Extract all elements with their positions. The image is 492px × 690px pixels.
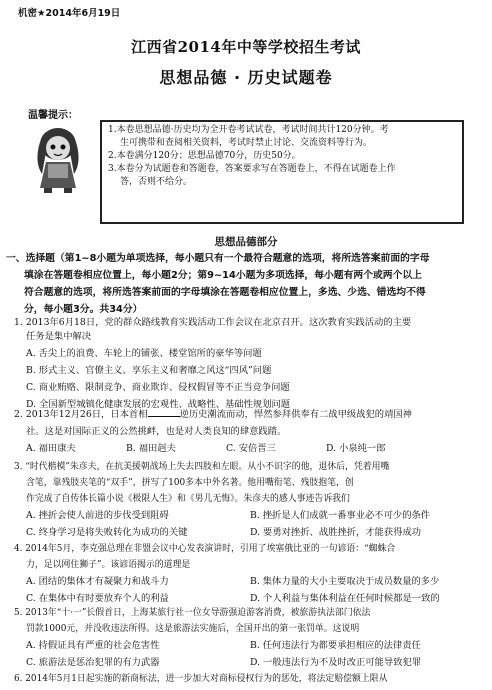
instruction-line: 分，每小题3分。共34分）: [24, 304, 143, 315]
question-3: [14, 460, 484, 540]
option-a[interactable]: A. 舌尖上的浪费、车轮上的铺张、楼堂馆所的豪华等问题: [26, 348, 262, 359]
options-row: [14, 656, 484, 670]
question-2: [14, 406, 486, 456]
option-b[interactable]: B. 集体力量的大小主要取决于成员数量的多少: [250, 576, 440, 587]
option-b[interactable]: B. 形式主义、官僚主义、享乐主义和奢靡之风这“四风”问题: [26, 365, 272, 376]
question-5: [14, 606, 484, 670]
option-d[interactable]: D. 全国新型城镇化健康发展的宏观性、战略性、基础性规划问题: [26, 399, 291, 410]
question-6: [14, 672, 388, 686]
notice-line: 1.本卷思想品德·历史均为全开卷考试试卷，考试时间共计120分钟。考: [108, 125, 389, 135]
question-stem: 3. “时代楷模”朱彦夫，在抗美援朝战场上失去四肢和左眼。从小不识字的他，退休后，凭着用嘴: [14, 462, 390, 472]
options-row: [14, 592, 484, 606]
exam-title: 江西省2014年中等学校招生考试: [131, 38, 361, 56]
part1-instructions: [6, 250, 476, 318]
option-a[interactable]: A. 福田康夫: [26, 443, 76, 454]
instruction-line: 一、选择题（第1~8小题为单项选择，每小题只有一个最符合题意的选项，将所选答案前面的字母: [6, 253, 430, 264]
option-c[interactable]: C. 旅游法是惩治犯罪的有力武器: [26, 657, 160, 668]
fill-blank: [148, 406, 180, 417]
options-row: [14, 526, 484, 540]
instruction-line: 填涂在答题卷相应位置上，每小题2分；第9~14小题为多项选择，每小题有两个或两个以上: [24, 270, 422, 281]
option-c[interactable]: C. 在集体中有时要放弃个人的利益: [26, 593, 169, 604]
question-stem: 作完成了自传体长篇小说《极限人生》和《男儿无悔》。朱彦夫的感人事迹告诉我们: [26, 494, 350, 504]
options-row: [14, 575, 484, 589]
notice-line: 答，否则不给分。: [120, 177, 193, 187]
section-title: 思想品德部分: [214, 236, 278, 248]
exam-notice-box: [100, 120, 464, 224]
question-4: [14, 542, 484, 606]
options-row: [14, 442, 486, 456]
option-d[interactable]: D. 个人利益与集体利益在任何时候都是一致的: [250, 593, 440, 604]
option-c[interactable]: C. 商业贿赂、限制竞争、商业欺诈、侵权假冒等不正当竞争问题: [26, 382, 290, 393]
question-stem: 4. 2014年5月，李克强总理在非盟会议中心发表演讲时，引用了埃塞俄比亚的一句谚语：“蜘蛛合: [14, 544, 396, 554]
option-b[interactable]: B. 挫折是人们成就一番事业必不可少的条件: [250, 510, 431, 521]
option-d[interactable]: D. 要勇对挫折、战胜挫折，才能获得成功: [250, 527, 422, 538]
notice-line: 2.本卷满分120分；思想品德70分，历史50分。: [108, 151, 301, 161]
options-row: [14, 639, 484, 653]
question-stem: 6. 2014年5月1日起实施的新商标法，进一步加大对商标侵权行为的惩处，将法定赔偿额上限从: [14, 674, 388, 684]
paper-subtitle: 思想品德 · 历史试题卷: [159, 68, 333, 87]
question-stem: 力，足以网住狮子”。该谚语揭示的道理是: [26, 560, 191, 570]
option-a[interactable]: A. 挫折会使人前进的步伐受到阻碍: [26, 510, 169, 521]
option-c[interactable]: C. 安倍晋三: [226, 443, 276, 454]
question-1: [14, 316, 411, 412]
option-d[interactable]: D. 一般违法行为不及时改正可能导致犯罪: [250, 657, 422, 668]
tips-label: 温馨提示：: [28, 110, 78, 121]
options-row: [14, 509, 484, 523]
option-a[interactable]: A. 团结的集体才有凝聚力和战斗力: [26, 576, 169, 587]
question-stem: 1. 2013年6月18日，党的群众路线教育实践活动工作会议在北京召开。这次教育实践活动的主要: [14, 317, 412, 328]
instruction-line: 符合题意的选项，将所选答案前面的字母填涂在答题卷相应位置上，多选、少选、错选均不得: [24, 287, 426, 298]
question-stem: 社。这是对国际正义的公然挑衅，也是对人类良知的肆意践踏。: [26, 426, 287, 437]
option-a[interactable]: A. 持假证具有严重的社会危害性: [26, 640, 160, 651]
question-stem: 2. 2013年12月26日，日本首相 逆历史潮流而动，悍然参拜供奉有二战甲级战犯的靖国神: [14, 406, 486, 422]
notice-line: 3.本卷分为试题卷和答题卷，答案要求写在答题卷上，不得在试题卷上作: [108, 164, 396, 174]
question-stem: 任务是集中解决: [26, 331, 92, 342]
option-b[interactable]: B. 福田赳夫: [126, 443, 176, 454]
secret-date: 机密★2014年6月19日: [18, 8, 121, 19]
girl-mascot-icon: [30, 122, 86, 194]
option-c[interactable]: C. 终身学习是将失败转化为成功的关键: [26, 527, 188, 538]
question-stem: 含笔，靠残肢夹笔的“双手”，拼写了100多本中外名著。他用嘴衔笔、残肢抱笔，创: [26, 478, 354, 488]
question-stem: 5. 2013年“十·一”长假首日，上海某旅行社一位女导游强迫游客消费，被旅游执法部门依法: [14, 608, 371, 618]
notice-line: 生可携带和查阅相关资料，考试时禁止讨论、交流资料等行为。: [120, 138, 373, 148]
question-stem: 罚款1000元，并没收违法所得。这是旅游法实施后，全国开出的第一张罚单。这说明: [26, 624, 360, 634]
option-b[interactable]: B. 任何违法行为都要承担相应的法律责任: [250, 640, 421, 651]
option-d[interactable]: D. 小泉纯一郎: [326, 443, 386, 454]
